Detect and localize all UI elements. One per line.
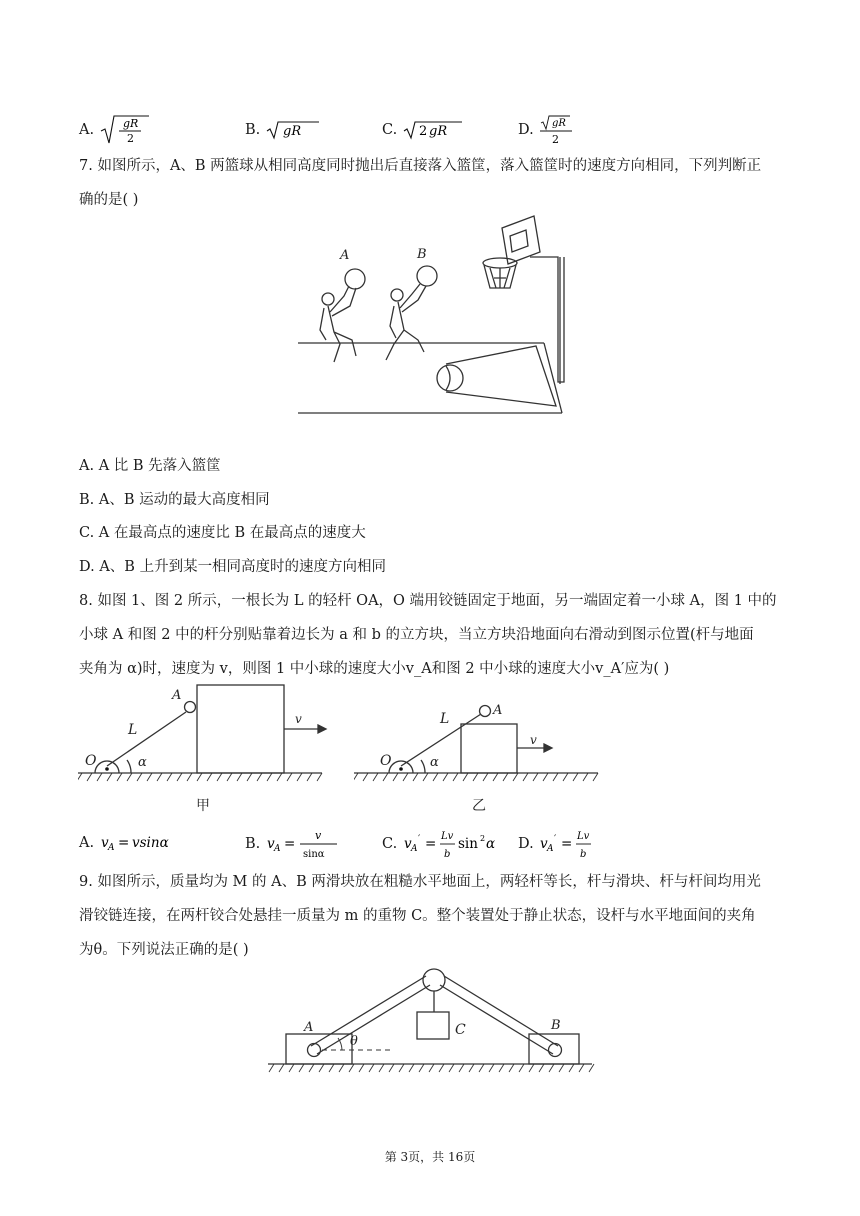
- svg-text:Lv: Lv: [577, 831, 590, 842]
- q8-fig2-label-v: v: [530, 733, 537, 747]
- q8-option-a-formula: [99, 834, 189, 852]
- q8-figure-2: [354, 690, 604, 820]
- q8-stem-line1: 8. 如图 1、图 2 所示，一根长为 L 的轻杆 OA，O 端用铰链固定于地面，另一端固定着一小球 A，图 1 中的: [79, 593, 777, 609]
- q8-fig1-label-v: v: [295, 712, 302, 726]
- q8-option-a-label: A.: [79, 835, 95, 851]
- q8-option-b: [245, 827, 349, 861]
- svg-text:2: 2: [126, 132, 134, 145]
- q7-label-b: B: [417, 247, 427, 262]
- q8-fig2-label-a: A: [493, 703, 503, 718]
- q8-fig1-label-l: L: [128, 722, 138, 738]
- q8-fig2-caption: 乙: [472, 798, 486, 814]
- svg-text:=: =: [424, 836, 437, 852]
- svg-text:gR: gR: [122, 117, 139, 130]
- q7-option-a: A. A 比 B 先落入篮筐: [79, 458, 221, 474]
- svg-text:′: ′: [417, 834, 421, 845]
- q8-option-c-formula: [402, 827, 502, 861]
- q7-basketball-figure: [294, 212, 566, 420]
- svg-text:gR: gR: [428, 124, 447, 139]
- svg-text:2: 2: [418, 124, 428, 139]
- q6-option-a-label: A.: [79, 122, 95, 138]
- svg-text:gR: gR: [552, 118, 567, 129]
- q9-stem-line1: 9. 如图所示，质量均为 M 的 A、B 两滑块放在粗糙水平地面上，两轻杆等长，杆与滑块、杆与杆间均用光: [79, 874, 761, 890]
- q7-stem-line1: 7. 如图所示，A、B 两篮球从相同高度同时抛出后直接落入篮筐，落入篮筐时的速度方向相同，下列判断正: [79, 158, 762, 174]
- q8-option-d-label: D.: [518, 836, 534, 852]
- svg-text:2: 2: [552, 133, 560, 146]
- page-footer: 第 3页，共 16页: [384, 1150, 476, 1164]
- q8-fig2-label-alpha: α: [430, 755, 439, 770]
- svg-text:α: α: [485, 836, 495, 852]
- q8-option-d: [518, 827, 608, 861]
- q8-option-d-formula: [538, 827, 608, 861]
- svg-text:=: =: [117, 835, 130, 851]
- q9-label-c: C: [455, 1022, 466, 1038]
- svg-text:vsinα: vsinα: [131, 835, 169, 851]
- svg-text:v: v: [540, 836, 548, 852]
- q7-option-d: D. A、B 上升到某一相同高度时的速度方向相同: [79, 559, 387, 575]
- q8-option-b-label: B.: [245, 836, 261, 852]
- q9-label-theta: θ: [350, 1034, 358, 1049]
- q9-label-a: A: [304, 1020, 314, 1035]
- svg-text:sin: sin: [457, 836, 478, 852]
- q8-fig2-label-o: O: [380, 753, 392, 769]
- svg-text:gR: gR: [282, 124, 301, 139]
- svg-text:=: =: [283, 836, 296, 852]
- q8-fig1-label-a: A: [172, 688, 182, 703]
- q7-label-a: A: [340, 248, 350, 263]
- q8-stem-line2: 小球 A 和图 2 中的杆分别贴靠着边长为 a 和 b 的立方块，当立方块沿地面向右滑动到图示位置(杆与地面: [79, 627, 754, 643]
- svg-text:A: A: [107, 843, 115, 852]
- q9-label-b: B: [551, 1018, 561, 1033]
- q8-stem-line3: 夹角为 α)时，速度为 v，则图 1 中小球的速度大小v_A和图 2 中小球的速度大小v_A′应为( ): [79, 661, 670, 677]
- svg-text:b: b: [580, 849, 587, 860]
- svg-text:=: =: [561, 836, 573, 852]
- q6-option-b-formula: [265, 120, 321, 140]
- q6-option-c: [382, 120, 464, 140]
- q8-option-c-label: C.: [382, 836, 398, 852]
- svg-text:b: b: [443, 849, 451, 860]
- q6-option-d-formula: [538, 113, 588, 147]
- svg-text:′: ′: [554, 834, 557, 845]
- q6-option-a: [79, 113, 151, 147]
- q6-option-b: [245, 120, 321, 140]
- q9-figure: [266, 962, 596, 1082]
- q6-option-d-label: D.: [518, 122, 534, 138]
- svg-text:v: v: [100, 835, 109, 851]
- q7-option-c: C. A 在最高点的速度比 B 在最高点的速度大: [79, 525, 366, 541]
- q9-stem-line3: 为θ。下列说法正确的是( ): [79, 942, 249, 958]
- q8-fig1-caption: 甲: [196, 798, 210, 814]
- svg-text:A: A: [273, 844, 281, 854]
- svg-text:A: A: [410, 844, 418, 854]
- q7-stem-line2: 确的是( ): [79, 192, 139, 208]
- q6-option-a-formula: [99, 113, 151, 147]
- svg-text:v: v: [403, 836, 412, 852]
- q7-option-b: B. A、B 运动的最大高度相同: [79, 492, 270, 508]
- svg-text:2: 2: [479, 834, 485, 843]
- svg-text:sinα: sinα: [302, 849, 325, 860]
- q8-fig2-label-l: L: [440, 711, 450, 727]
- svg-text:A: A: [547, 844, 554, 854]
- q8-fig1-label-o: O: [85, 753, 97, 769]
- q8-fig1-label-alpha: α: [138, 755, 147, 770]
- q8-option-c: [382, 827, 502, 861]
- q8-figure-1: [78, 680, 328, 820]
- svg-text:v: v: [266, 836, 275, 852]
- q6-option-c-label: C.: [382, 122, 398, 138]
- q6-option-d: [518, 113, 588, 147]
- q6-option-b-label: B.: [245, 122, 261, 138]
- svg-text:Lv: Lv: [440, 831, 454, 842]
- q9-stem-line2: 滑铰链连接，在两杆铰合处悬挂一质量为 m 的重物 C。整个装置处于静止状态，设杆与水平地面间的夹角: [79, 908, 756, 924]
- q6-option-c-formula: [402, 120, 464, 140]
- q8-option-b-formula: [265, 827, 349, 861]
- q8-option-a: [79, 834, 189, 852]
- svg-text:v: v: [314, 829, 322, 842]
